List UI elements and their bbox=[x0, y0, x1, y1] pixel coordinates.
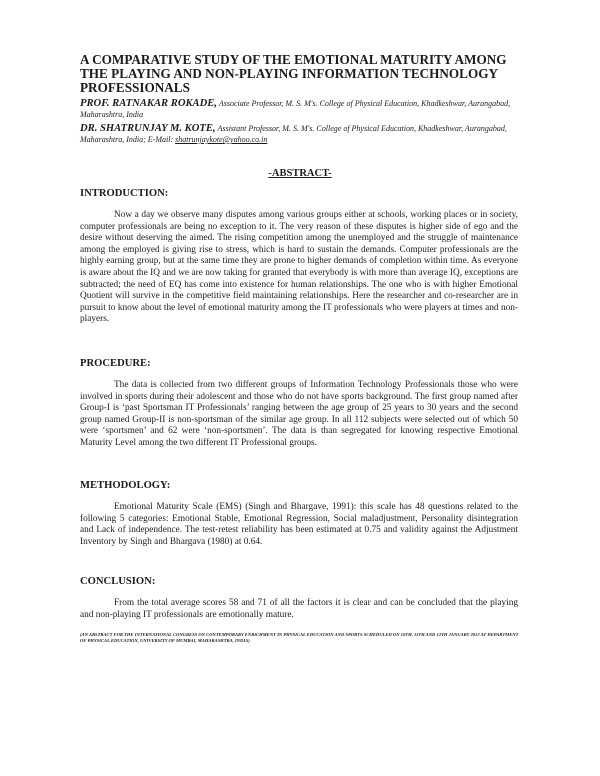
section-text-introduction: Now a day we observe many disputes among various groups either at schools, working places or in society, computer professionals are being no exception to it. The very reason of these disputes is higher side of ego and the desire without deserving the aimed. The rising competition among the unemployed and the struggle of maintenance among the employed is giving rise to stress, which is hard to sustain the demands. Computer professionals are the highly earning group, but at the same time they are prone to higher demands of completion within time. As everyone is aware about the IQ and we are now taking for granted that everybody is with more than average IQ, exceptions are subtracted; the need of EQ has come into existence for human relationships. The one who is with higher Emotional Quotient will survive in the competitive field maintaining relationships. Here the researcher and co-researcher are in pursuit to know about the level of emotional maturity among the IT professionals who were players at times and non-players. bbox=[80, 210, 518, 325]
author-1 bbox=[80, 98, 530, 120]
author-2-affiliation: Assistant Professor, M. S. M's. College of Physical Education, Khadkeshwar, Aurangabad, Maharashtra, India; E-Mail: bbox=[80, 124, 507, 144]
author-2 bbox=[80, 123, 530, 145]
footnote: (AN ABSTRACT FOR THE INTERNATIONAL CONGRESS ON CONTEMPORARY ENRICHMENT IN PHYSICAL EDUCATION AND SPORTS SCHEDULED ON 10TH, 11TH AND 12TH JANUARY 2012 AT DEPARTMENT OF PHYSICAL EDUCATION, UNIVERSITY OF MUMBAI, MAHARASHTRA, INDIA) bbox=[80, 632, 519, 643]
author-1-name: PROF. RATNAKAR ROKADE, bbox=[80, 98, 217, 109]
paper-title: A COMPARATIVE STUDY OF THE EMOTIONAL MATURITY AMONG THE PLAYING AND NON-PLAYING INFORMATION TECHNOLOGY PROFESSIONALS bbox=[80, 52, 507, 95]
section-text-conclusion: From the total average scores 58 and 71 of all the factors it is clear and can be concluded that the playing and non-playing IT professionals are emotionally mature. bbox=[80, 598, 518, 620]
abstract-label: -ABSTRACT- bbox=[268, 168, 332, 179]
section-heading-procedure: PROCEDURE: bbox=[80, 358, 151, 369]
section-text-procedure: The data is collected from two different groups of Information Technology Professionals those who were involved in sports during their adolescent and those who do not have sports background. The first group named after Group-I is ‘past Sportsman IT Professionals’ ranging between the age group of 25 years to 30 years and the second group named Group-II is non-sportsman of the similar age group. In all 112 subjects were selected out of which 50 were ‘sportsmen’ and 62 were ‘non-sportsmen’. The data is than segregated for knowing respective Emotional Maturity Level among the two different IT Professional groups. bbox=[80, 380, 518, 448]
section-text-methodology: Emotional Maturity Scale (EMS) (Singh and Bhargave, 1991): this scale has 48 questions related to the following 5 categories: Emotional Stable, Emotional Regression, Social maladjustment, Personality disintegration and Lack of independence. The test-retest reliability has been estimated at 0.75 and validity against the Adjustment Inventory by Singh and Bhargava (1980) at 0.64. bbox=[80, 502, 518, 547]
section-heading-introduction: INTRODUCTION: bbox=[80, 188, 169, 199]
author-2-email-link[interactable]: shatrunjaykote@yahoo.co.in bbox=[175, 135, 268, 144]
author-2-name: DR. SHATRUNJAY M. KOTE, bbox=[80, 123, 216, 134]
author-1-affiliation: Associate Professor, M. S. M's. College of Physical Education, Khadkeshwar, Aurangabad, Maharashtra, India bbox=[80, 99, 511, 119]
section-heading-methodology: METHODOLOGY: bbox=[80, 480, 171, 491]
section-heading-conclusion: CONCLUSION: bbox=[80, 576, 156, 587]
